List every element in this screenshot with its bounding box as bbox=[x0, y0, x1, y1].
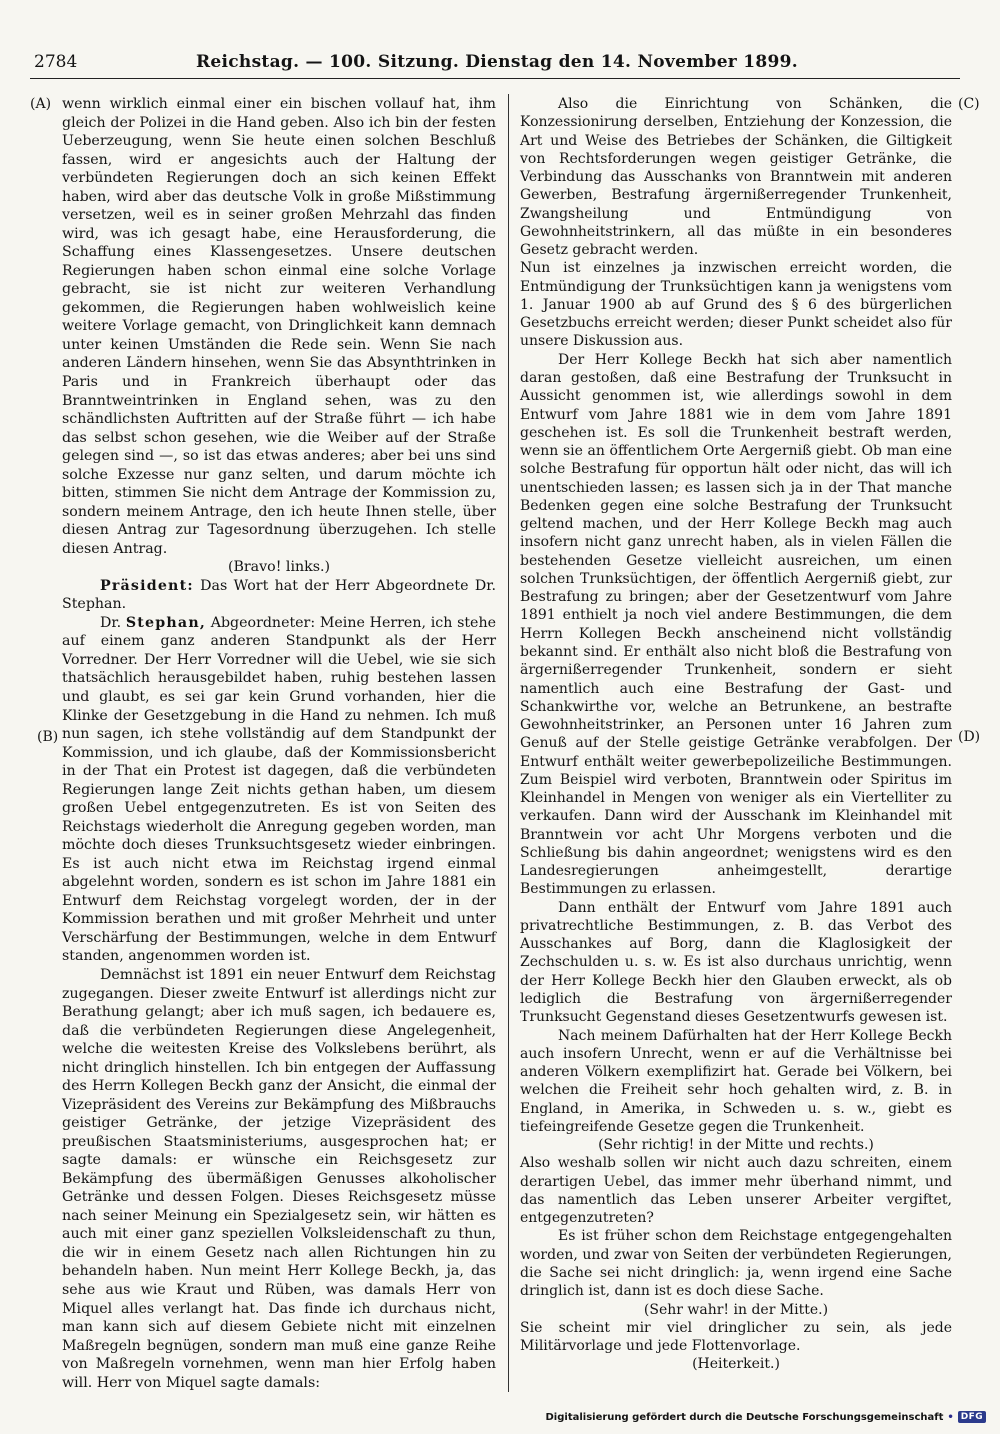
paragraph-text: Abgeordneter: Meine Herren, ich stehe auf einem ganz anderen Standpunkt als der Herr Vorredner. Der Herr Vorredner will die Uebel, wie sie sich thatsächlich herausgebildet haben, ruhig bestehen lassen und glaubt, es sei gar kein Grund vorhanden, hier die Klinke der Gesetzgebung in die Hand zu nehmen. Ich muß nun sagen, ich stehe vollständig auf dem Standpunkt der Kommission, und ich glaube, daß der Kommissionsbericht in der That ein Protest ist dagegen, daß die verbündeten Regierungen lange Zeit nichts gethan haben, um diesem großen Uebel entgegenzutreten. Es ist von Seiten des Reichstags wiederholt die Anregung gegeben worden, man möchte doch dieses Trunksuchtsgesetz wieder einbringen. Es ist auch nicht etwa im Reichstag irgend einmal abgelehnt worden, sondern es ist schon im Jahre 1881 ein Entwurf dem Reichstag vorgelegt worden, der in der Kommission berathen und mit großer Mehrheit und unter Verschärfung der Bestimmungen, welche in dem Entwurf standen, angenommen worden ist. bbox=[62, 614, 496, 965]
header-rule bbox=[30, 78, 960, 79]
funding-footer bbox=[546, 1411, 987, 1423]
paragraph: Also weshalb sollen wir nicht auch dazu schreiten, einem derartigen Uebel, das immer mehr überhand nimmt, und das namentlich das Leben unserer Arbeiter vergiftet, entgegenzutreten? bbox=[520, 1155, 952, 1227]
paragraph: wenn wirklich einmal einer ein bischen vollauf hat, ihm gleich der Polizei in die Hand geben. Also ich bin der festen Ueberzeugung, wenn Sie heute einen solchen Beschluß fassen, wird er angesichts auch der Haltung der verbündeten Regierungen doch an sich keinen Effekt haben, wird aber das deutsche Volk in große Mißstimmung versetzen, weil es in seiner großen Mehrzahl das finden wird, was ich gesagt habe, eine Herausforderung, die Schaffung eines Klassengesetzes. Unsere deutschen Regierungen haben schon einmal eine solche Vorlage gebracht, sie ist nicht zur weiteren Verhandlung gekommen, die Regierungen haben wohlweislich keine weitere Vorlage gemacht, von Dringlichkeit kann demnach unter keinen Umständen die Rede sein. Wenn Sie nach anderen Ländern hinsehen, wenn Sie das Absynthtrinken in Paris und in Frankreich überhaupt oder das Branntweintrinken in England sehen, was zu den schändlichsten Auftritten auf der Straße führt — ich habe das selbst schon gesehen, wie die Weiber auf der Straße gelegen sind —, so ist das etwas anderes; aber bei uns sind solche Exzesse nur ganz selten, und darum möchte ich bitten, stimmen Sie nicht dem Antrage der Kommission zu, sondern meinem Antrage, den ich heute Ihnen stelle, über diesen Antrag zur Tagesordnung überzugehen. Ich stelle diesen Antrag. bbox=[62, 96, 496, 557]
speaker-title: Dr. bbox=[100, 614, 122, 631]
paragraph bbox=[62, 577, 496, 614]
dfg-logo: DFG bbox=[958, 1411, 986, 1423]
paragraph bbox=[62, 614, 496, 966]
margin-mark-b: (B) bbox=[37, 729, 59, 745]
interjection: (Sehr wahr! in der Mitte.) bbox=[643, 1301, 829, 1318]
paragraph: Es ist früher schon dem Reichstage entgegengehalten worden, und zwar von Seiten der verbündeten Regierungen, die Sache sei nicht dringlich: ja, wenn irgend eine Sache dringlich ist, dann ist es doch diese Sache. bbox=[520, 1228, 952, 1300]
interjection: (Sehr richtig! in der Mitte und rechts.) bbox=[598, 1137, 874, 1154]
paragraph: Sie scheint mir viel dringlicher zu sein, als jede Militärvorlage und jede Flottenvorlage. bbox=[520, 1319, 952, 1355]
paragraph: Der Herr Kollege Beckh hat sich aber namentlich daran gestoßen, daß eine Bestrafung der Trunksucht in Aussicht genommen ist, wie allerdings sowohl in dem Entwurf vom Jahre 1881 wie in dem vom Jahre 1891 geschehen ist. Es soll die Trunkenheit bestraft werden, wenn sie an öffentlichem Orte Aergerniß giebt. Ob man eine solche Bestrafung für opportun hält oder nicht, das will ich unentschieden lassen; es lassen sich ja in der That manche Bedenken gegen eine solche Bestrafung der Trunksucht geltend machen, und der Herr Kollege Beckh mag auch insofern nicht ganz unrecht haben, als in vielen Fällen die bestehenden Gesetze vielleicht ausreichen, um einen solchen Trunksüchtigen, der öffentlich Aergerniß giebt, zur Bestrafung zu bringen; aber der Gesetzentwurf vom Jahre 1891 enthielt ja noch viel andere Bestimmungen, die dem Herrn Kollegen Beckh anscheinend nicht vollständig bekannt sind. Er enthält also nicht bloß die Bestrafung von ärgernißerregender Trunkenheit, sondern er sieht namentlich auch eine Bestrafung der Gast- und Schankwirthe vor, welche an Betrunkene, an bestrafte Gewohnheitstrinker, an Personen unter 16 Jahren zum Genuß auf der Stelle geistige Getränke verabfolgen. Der Entwurf enthält weiter gewerbepolizeiliche Bestimmungen. Zum Beispiel wird verboten, Branntwein oder Spiritus im Kleinhandel in Mengen von weniger als ein Viertelliter zu verkaufen. Dann wird der Ausschank im Kleinhandel mit Branntwein vor acht Uhr Morgens verboten und die Schließung bis dahin angeordnet; wenigstens wird es den Landesregierungen anheimgestellt, derartige Bestimmungen zu erlassen. bbox=[520, 351, 952, 898]
footer-text: Digitalisierung gefördert durch die Deutsche Forschungsgemeinschaft bbox=[545, 1411, 944, 1423]
right-column bbox=[520, 95, 952, 1374]
paragraph: Dann enthält der Entwurf vom Jahre 1891 auch privatrechtliche Bestimmungen, z. B. das Verbot des Ausschankes auf Borg, dann die Klaglosigkeit der Zechschulden u. s. w. Es ist also durchaus unrichtig, wenn der Herr Kollege Beckh hier den Glauben erweckt, als ob lediglich die Bestrafung von ärgernißerregender Trunksucht Gegenstand dieses Gesetzentwurfs gewesen ist. bbox=[520, 899, 952, 1026]
paragraph: Nach meinem Dafürhalten hat der Herr Kollege Beckh auch insofern Unrecht, wenn er auf die Verhältnisse bei anderen Völkern exemplifizirt hat. Gerade bei Völkern, bei welchen die Freiheit sehr hoch gehalten wird, z. B. in England, in Amerika, in Schweden u. s. w., giebt es tiefeingreifende Gesetze gegen die Trunkenheit. bbox=[520, 1027, 952, 1135]
margin-mark-c: (C) bbox=[958, 96, 980, 112]
running-title: Reichstag. — 100. Sitzung. Dienstag den 14. November 1899. bbox=[195, 52, 799, 72]
left-column bbox=[62, 95, 496, 1392]
interjection: (Heiterkeit.) bbox=[692, 1356, 780, 1373]
page-number: 2784 bbox=[34, 52, 78, 72]
paragraph: Demnächst ist 1891 ein neuer Entwurf dem Reichstag zugegangen. Dieser zweite Entwurf ist allerdings nicht zur Berathung gelangt; aber ich muß sagen, ich bedauere es, daß die verbündeten Regierungen diese Angelegenheit, welche die weitesten Kreise des Volkslebens berührt, als nicht dringlich hinstellen. Ich bin entgegen der Auffassung des Herrn Kollegen Beckh ganz der Ansicht, die einmal der Vizepräsident des Vereins zur Bekämpfung des Mißbrauchs geistiger Getränke, der jetzige Vizepräsident des preußischen Staatsministeriums, ausgesprochen hat; er sagte damals: er wünsche ein Reichsgesetz zur Bekämpfung des übermäßigen Genusses alkoholischer Getränke und dessen Folgen. Dieses Reichsgesetz müsse nach seiner Meinung ein Spezialgesetz sein, wir hätten es auch mit einer ganz speziellen Volksleidenschaft zu thun, die wir in einem Gesetz nach allen Richtungen hin zu behandeln haben. Nun meint Herr Kollege Beckh, ja, das sehe aus wie Kraut und Rüben, was damals Herr von Miquel alles verlangt hat. Das finde ich durchaus nicht, man kann sich auf diesem Gebiete nicht mit einzelnen Maßregeln begnügen, sondern man muß eine ganze Reihe von Maßregeln vornehmen, wenn man hier Erfolg haben will. Herr von Miquel sagte damals: bbox=[62, 966, 496, 1391]
quotation: Also die Einrichtung von Schänken, die Konzessionirung derselben, Entziehung der Konzession, die Art und Weise des Betriebes der Schänken, die Giltigkeit von Rechtsforderungen wegen geistiger Getränke, die Verbindung das Ausschanks von Branntwein mit anderen Gewerben, Bestrafung ärgernißerregender Trunkenheit, Zwangsheilung und Entmündigung von Gewohnheitstrinkern, all das müßte in ein besonderes Gesetz gebracht werden. bbox=[520, 96, 952, 259]
margin-mark-a: (A) bbox=[30, 96, 52, 112]
page-header bbox=[34, 44, 960, 72]
speaker-name: Stephan, bbox=[125, 614, 206, 631]
interjection: (Bravo! links.) bbox=[227, 559, 331, 576]
column-divider bbox=[508, 94, 509, 1392]
footer-dot: • bbox=[947, 1411, 954, 1423]
paragraph: Nun ist einzelnes ja inzwischen erreicht worden, die Entmündigung der Trunksüchtigen kann ja wenigstens vom 1. Januar 1900 ab auf Grund des § 6 des bürgerlichen Gesetzbuchs erreicht werden; dieser Punkt scheidet also für unsere Diskussion aus. bbox=[520, 260, 952, 350]
paragraph-text: Das Wort hat der Herr Abgeordnete Dr. Stephan. bbox=[62, 577, 497, 613]
speaker-label: Präsident: bbox=[100, 577, 194, 594]
margin-mark-d: (D) bbox=[958, 729, 981, 745]
